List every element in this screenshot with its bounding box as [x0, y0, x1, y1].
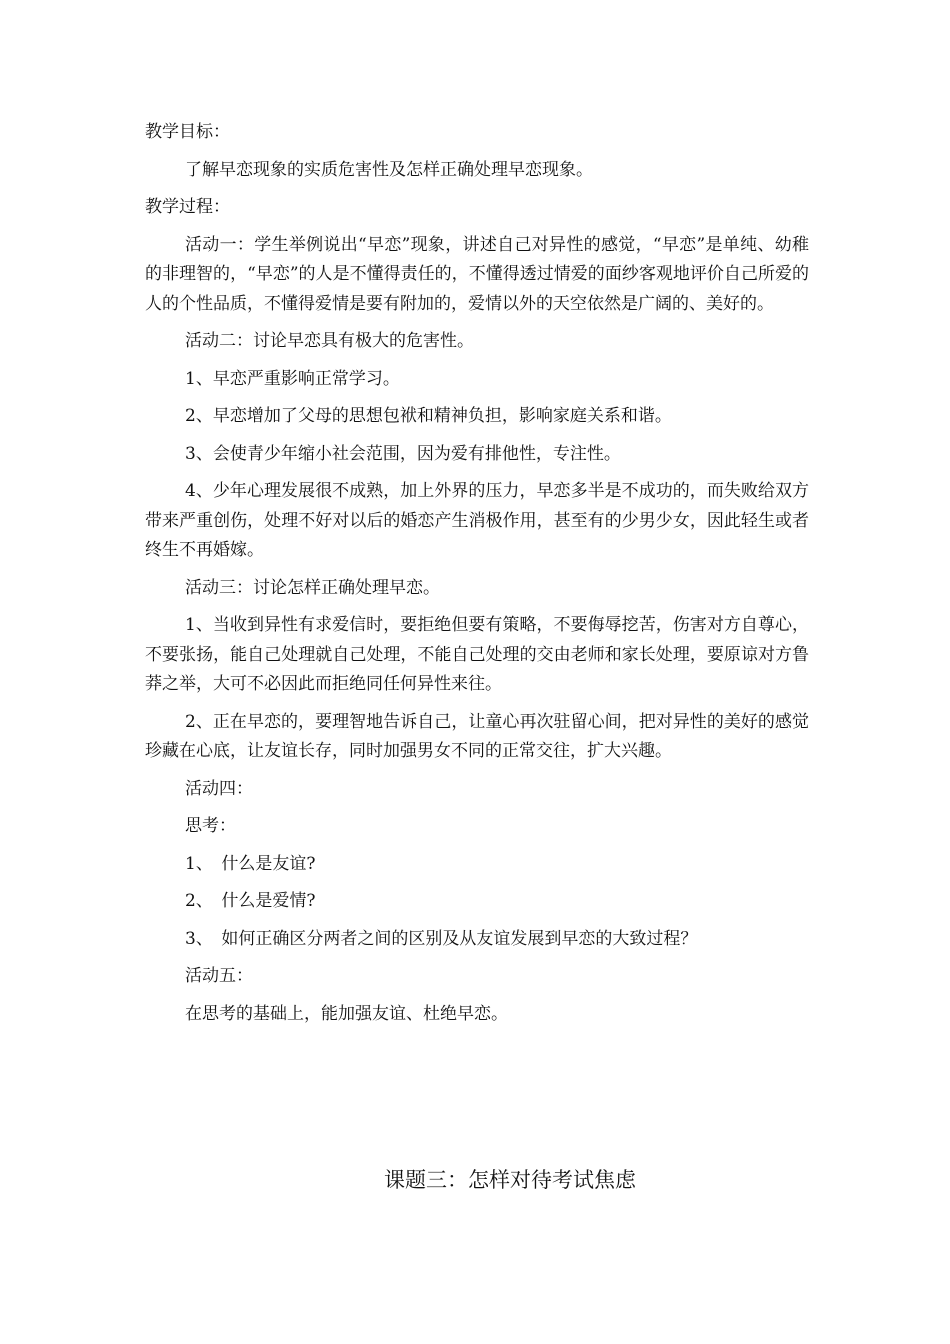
activity-3-item-1: 1、当收到异性有求爱信时，要拒绝但要有策略，不要侮辱挖苦，伤害对方自尊心，不要张扬，能自己处理就自己处理，不能自己处理的交由老师和家长处理，要原谅对方鲁莽之举，大可不必因此而拒绝同任何异性来往。	[145, 615, 809, 694]
teaching-goal-text: 了解早恋现象的实质危害性及怎样正确处理早恋现象。	[185, 159, 593, 180]
activity-2-item-2: 2、早恋增加了父母的思想包袱和精神负担，影响家庭关系和谐。	[185, 406, 672, 426]
activity-2-item-4: 4、少年心理发展很不成熟，加上外界的压力，早恋多半是不成功的，而失败给双方带来严重创伤，处理不好对以后的婚恋产生消极作用，甚至有的少男少女，因此轻生或者终生不再婚嫁。	[145, 481, 809, 560]
activity-2-item-1: 1、早恋严重影响正常学习。	[185, 368, 400, 389]
activity-5-text: 在思考的基础上，能加强友谊、杜绝早恋。	[185, 1003, 508, 1024]
think-item-1: 1、 什么是友谊?	[185, 853, 316, 874]
activity-5-heading: 活动五：	[185, 966, 253, 986]
think-item-2: 2、 什么是爱情?	[185, 891, 316, 911]
heading-teaching-goal: 教学目标：	[145, 122, 230, 142]
heading-teaching-process: 教学过程：	[145, 197, 230, 217]
think-heading: 思考：	[185, 816, 236, 836]
activity-4-heading: 活动四：	[185, 778, 253, 799]
activity-2-heading: 活动二：讨论早恋具有极大的危害性。	[185, 331, 474, 351]
activity-3-item-2: 2、正在早恋的，要理智地告诉自己，让童心再次驻留心间，把对异性的美好的感觉珍藏在心底，让友谊长存，同时加强男女不同的正常交往，扩大兴趣。	[145, 711, 809, 761]
think-item-3: 3、 如何正确区分两者之间的区别及从友谊发展到早恋的大致过程？	[185, 928, 698, 949]
activity-2-item-3: 3、会使青少年缩小社会范围，因为爱有排他性，专注性。	[185, 443, 621, 464]
activity-1-paragraph: 活动一：学生举例说出“早恋”现象，讲述自己对异性的感觉，“早恋”是单纯、幼稚的非理智的，“早恋”的人是不懂得责任的，不懂得透过情爱的面纱客观地评价自己所爱的人的个性品质，不懂得爱情是要有附加的，爱情以外的天空依然是广阔的、美好的。	[145, 234, 809, 314]
next-lesson-title: 课题三：怎样对待考试焦虑	[384, 1168, 636, 1192]
activity-3-heading: 活动三：讨论怎样正确处理早恋。	[185, 577, 440, 598]
document-body	[145, 118, 809, 1029]
